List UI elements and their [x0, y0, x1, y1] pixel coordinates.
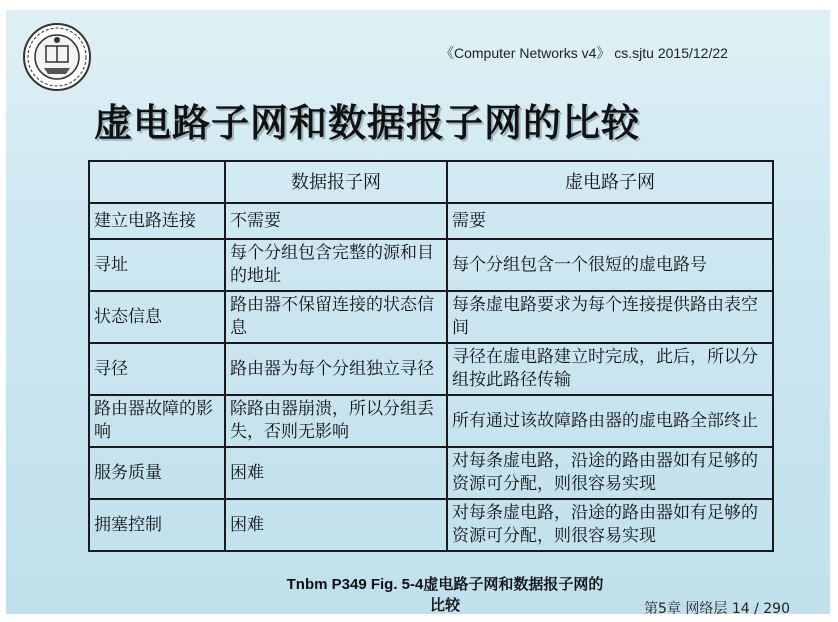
table-row: [89, 499, 773, 551]
comparison-table: [88, 160, 774, 552]
row-label: 状态信息: [89, 291, 225, 343]
virtual-circuit-cell: 需要: [447, 203, 773, 239]
datagram-cell: 路由器不保留连接的状态信息: [225, 291, 447, 343]
virtual-circuit-cell: 对每条虚电路，沿途的路由器如有足够的资源可分配，则很容易实现: [447, 447, 773, 499]
row-label: 服务质量: [89, 447, 225, 499]
row-label: 路由器故障的影响: [89, 395, 225, 447]
virtual-circuit-cell: 每个分组包含一个很短的虚电路号: [447, 239, 773, 291]
page-indicator: 第5章 网络层 14 / 290: [644, 601, 790, 617]
datagram-cell: 不需要: [225, 203, 447, 239]
datagram-cell: 困难: [225, 447, 447, 499]
datagram-cell: 每个分组包含完整的源和目的地址: [225, 239, 447, 291]
course-header: 《Computer Networks v4》 cs.sjtu 2015/12/22: [440, 45, 728, 61]
datagram-cell: 路由器为每个分组独立寻径: [225, 343, 447, 395]
slide-title: 虚电路子网和数据报子网的比较: [94, 101, 641, 145]
frame-right: [830, 0, 838, 622]
datagram-cell: 困难: [225, 499, 447, 551]
caption-line-2: 比较: [429, 597, 460, 614]
virtual-circuit-cell: 寻径在虚电路建立时完成，此后，所以分组按此路径传输: [447, 343, 773, 395]
table-row: [89, 239, 773, 291]
table-row: [89, 447, 773, 499]
caption-line-1: Tnbm P349 Fig. 5-4虚电路子网和数据报子网的: [286, 576, 604, 593]
row-label: 拥塞控制: [89, 499, 225, 551]
table-row: [89, 203, 773, 239]
table-row: [89, 395, 773, 447]
table-row: [89, 291, 773, 343]
header-cell-datagram: 数据报子网: [225, 161, 447, 203]
university-logo: [22, 22, 92, 92]
virtual-circuit-cell: 对每条虚电路，沿途的路由器如有足够的资源可分配，则很容易实现: [447, 499, 773, 551]
header-cell-empty: [89, 161, 225, 203]
figure-caption: [230, 574, 660, 616]
virtual-circuit-cell: 每条虚电路要求为每个连接提供路由表空间: [447, 291, 773, 343]
datagram-cell: 除路由器崩溃，所以分组丢失，否则无影响: [225, 395, 447, 447]
table-row: [89, 343, 773, 395]
row-label: 寻径: [89, 343, 225, 395]
header-cell-virtual-circuit: 虚电路子网: [447, 161, 773, 203]
frame-top: [0, 0, 838, 10]
frame-left: [0, 0, 6, 622]
virtual-circuit-cell: 所有通过该故障路由器的虚电路全部终止: [447, 395, 773, 447]
row-label: 寻址: [89, 239, 225, 291]
table-header-row: [89, 161, 773, 203]
row-label: 建立电路连接: [89, 203, 225, 239]
